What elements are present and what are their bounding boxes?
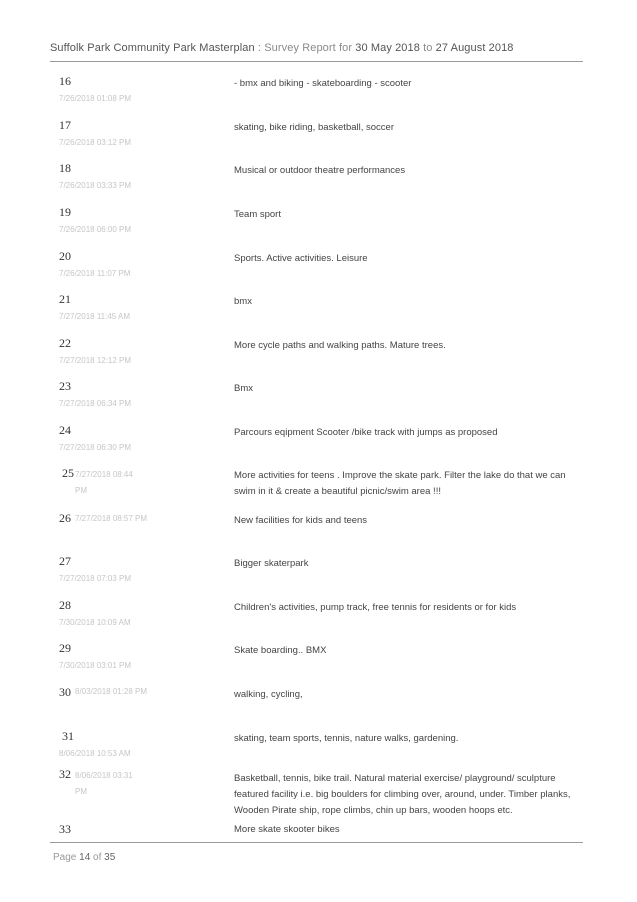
response-text: Basketball, tennis, bike trail. Natural material exercise/ playground/ sculpture featured facility i.e. big boulders for climbing over, around, under. Timber planks, Wooden Pirate ship, rope climbs, chin up bars, wooden hoops etc. (234, 773, 571, 816)
response-date: 7/26/2018 01:08 PM (59, 94, 132, 103)
response-text: Sports. Active activities. Leisure (234, 253, 368, 264)
response-text: Musical or outdoor theatre performances (234, 165, 406, 176)
response-number: 20 (59, 249, 71, 263)
response-date: 8/06/2018 10:53 AM (59, 749, 131, 758)
response-date: 7/27/2018 08:44 PM (75, 470, 133, 495)
response-date: 7/27/2018 12:12 PM (59, 356, 132, 365)
response-text: walking, cycling, (234, 689, 303, 700)
response-text: Bmx (234, 383, 253, 394)
response-date: 7/26/2018 06:00 PM (59, 225, 132, 234)
response-number: 22 (59, 336, 71, 350)
response-number: 32 (59, 767, 71, 781)
page-number: 14 (79, 852, 91, 863)
response-number: 19 (59, 205, 71, 219)
response-date: 8/03/2018 01:28 PM (75, 687, 148, 696)
response-number: 31 (62, 729, 74, 743)
response-date: 7/27/2018 08:57 PM (75, 514, 148, 523)
page-label: Page (53, 852, 77, 863)
response-number: 28 (59, 598, 71, 612)
date-from: 30 May 2018 (355, 42, 420, 54)
response-number: 21 (59, 292, 71, 306)
report-title: Suffolk Park Community Park Masterplan (50, 42, 255, 54)
response-date: 8/06/2018 03:31 PM (75, 771, 133, 796)
response-number: 18 (59, 161, 71, 175)
to-word: to (419, 42, 436, 54)
response-number: 27 (59, 554, 71, 568)
response-text: skating, team sports, tennis, nature walks, gardening. (234, 733, 459, 744)
response-text: More cycle paths and walking paths. Mature trees. (234, 340, 446, 351)
report-subtitle: Survey Report for (264, 42, 353, 54)
response-number: 17 (59, 118, 71, 132)
date-to: 27 August 2018 (435, 42, 514, 54)
page-total: 35 (104, 852, 116, 863)
response-text: More skate skooter bikes (234, 824, 340, 835)
response-text: - bmx and biking - skateboarding - scooter (234, 78, 412, 89)
response-number: 30 (59, 685, 71, 699)
response-number: 16 (59, 74, 71, 88)
response-date: 7/27/2018 07:03 PM (59, 574, 132, 583)
response-date: 7/26/2018 03:33 PM (59, 181, 132, 190)
response-text: Skate boarding.. BMX (234, 645, 327, 656)
response-text: New facilities for kids and teens (234, 515, 368, 526)
response-date: 7/27/2018 06:34 PM (59, 399, 132, 408)
response-text: bmx (234, 296, 252, 307)
response-number: 24 (59, 423, 71, 437)
of-label: of (93, 852, 102, 863)
response-date: 7/26/2018 03:12 PM (59, 138, 132, 147)
response-text: Team sport (234, 209, 281, 220)
response-text: Children's activities, pump track, free tennis for residents or for kids (234, 602, 517, 613)
response-number: 33 (59, 822, 71, 836)
response-date: 7/26/2018 11:07 PM (59, 269, 131, 278)
response-number: 25 (62, 466, 74, 480)
page-footer (53, 852, 115, 863)
response-date: 7/27/2018 11:45 AM (59, 312, 131, 321)
footer-divider (50, 842, 583, 843)
response-date: 7/30/2018 10:09 AM (59, 618, 131, 627)
response-text: Parcours eqipment Scooter /bike track with jumps as proposed (234, 427, 498, 438)
response-number: 23 (59, 379, 71, 393)
response-number: 26 (59, 511, 71, 525)
response-text: More activities for teens . Improve the skate park. Filter the lake do that we can swim in it & create a beautiful picnic/swim area !!! (234, 470, 566, 497)
response-text: Bigger skaterpark (234, 558, 309, 569)
header-separator: : (254, 42, 265, 54)
response-number: 29 (59, 641, 71, 655)
response-date: 7/27/2018 06:30 PM (59, 443, 132, 452)
response-date: 7/30/2018 03:01 PM (59, 661, 132, 670)
response-text: skating, bike riding, basketball, soccer (234, 122, 394, 133)
